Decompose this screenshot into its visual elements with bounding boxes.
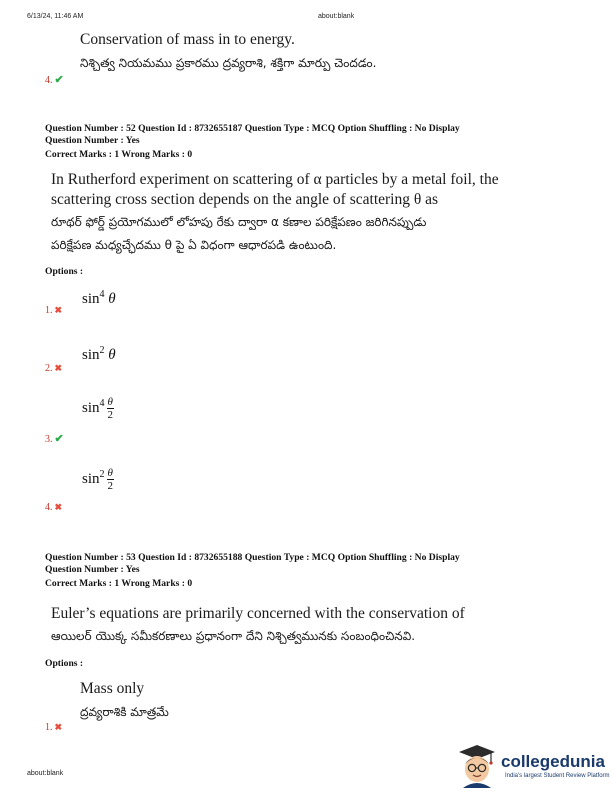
wrong-cross-icon: ✖ — [54, 722, 63, 732]
q53-option1-telugu: ద్రవ్యరాశికి మాత్రమే — [80, 705, 169, 719]
fraction: $\frac{\theta}{2}$ — [107, 396, 113, 421]
prev-option4-english: Conservation of mass in to energy. — [80, 31, 295, 48]
wrong-cross-icon: ✖ — [54, 502, 63, 512]
q52-meta-line3: Correct Marks : 1 Wrong Marks : 0 — [45, 149, 193, 160]
q52-option2-formula: $\sin^2 \theta$ — [82, 345, 116, 363]
q53-text-line1: Euler’s equations are primarily concerned with the conservation of — [51, 605, 465, 622]
q52-option4-formula: $\sin^2$ $\frac{\theta}{2}$ — [82, 467, 113, 492]
q53-meta-line3: Correct Marks : 1 Wrong Marks : 0 — [45, 578, 193, 589]
prev-option4-telugu: నిశ్చిత్వ నియమము ప్రకారము ద్రవ్యరాశి, శక్తిగా మార్పు చెందడం. — [80, 56, 377, 70]
logo-name: collegedunia — [501, 752, 605, 771]
q53-meta-line1: Question Number : 53 Question Id : 8732655188 Question Type : MCQ Option Shuffling : No Display — [45, 552, 460, 563]
correct-check-icon: ✔ — [54, 433, 64, 445]
q53-option1-number: 1. ✖ — [45, 722, 63, 733]
q52-telugu-line2: పరిక్షేపణ మధ్యచ్ఛేదము θ పై ఏ విధంగా ఆధారపడి ఉంటుంది. — [51, 238, 337, 252]
q53-telugu-line1: ఆయిలర్ యొక్క సమీకరణాలు ప్రధానంగా దేని నిశ్చిత్వమునకు సంబంధించినవి. — [51, 629, 416, 643]
prev-option4-number: 4. ✔ — [45, 74, 64, 86]
q52-telugu-line1: రూథర్ ఫోర్డ్ ప్రయోగములో లోహపు రేకు ద్వారా α కణాల పరిక్షేపణం జరిగినప్పుడు — [51, 215, 427, 229]
q53-meta — [45, 552, 460, 590]
student-mascot-icon — [455, 742, 499, 788]
wrong-cross-icon: ✖ — [54, 305, 63, 315]
q53-meta-line2: Question Number : Yes — [45, 564, 140, 575]
print-timestamp: 6/13/24, 11:46 AM — [27, 13, 84, 20]
q52-option2-number: 2. ✖ — [45, 363, 63, 374]
collegedunia-logo — [455, 742, 610, 790]
q52-text-line2: scattering cross section depends on the angle of scattering θ as — [51, 191, 439, 208]
print-page-title: about:blank — [318, 13, 355, 20]
q52-option1-number: 1. ✖ — [45, 305, 63, 316]
wrong-cross-icon: ✖ — [54, 363, 63, 373]
q52-option3-number: 3. ✔ — [45, 433, 64, 445]
q52-options-label: Options : — [45, 266, 84, 277]
print-footer-url: about:blank — [27, 770, 64, 777]
q52-option1-formula: $\sin^4 \theta$ — [82, 289, 116, 307]
q53-options-label: Options : — [45, 658, 84, 669]
q52-meta-line1: Question Number : 52 Question Id : 8732655187 Question Type : MCQ Option Shuffling : No Display — [45, 123, 460, 134]
q52-text-line1: In Rutherford experiment on scattering of α particles by a metal foil, the — [51, 171, 499, 188]
q52-option4-number: 4. ✖ — [45, 502, 63, 513]
q53-option1-english: Mass only — [80, 680, 145, 697]
logo-tagline: India's largest Student Review Platform — [505, 773, 610, 779]
correct-check-icon: ✔ — [54, 74, 64, 86]
fraction: $\frac{\theta}{2}$ — [107, 467, 113, 492]
q52-meta — [45, 123, 460, 161]
q52-option3-formula: $\sin^4$ $\frac{\theta}{2}$ — [82, 396, 113, 421]
q52-meta-line2: Question Number : Yes — [45, 135, 140, 146]
